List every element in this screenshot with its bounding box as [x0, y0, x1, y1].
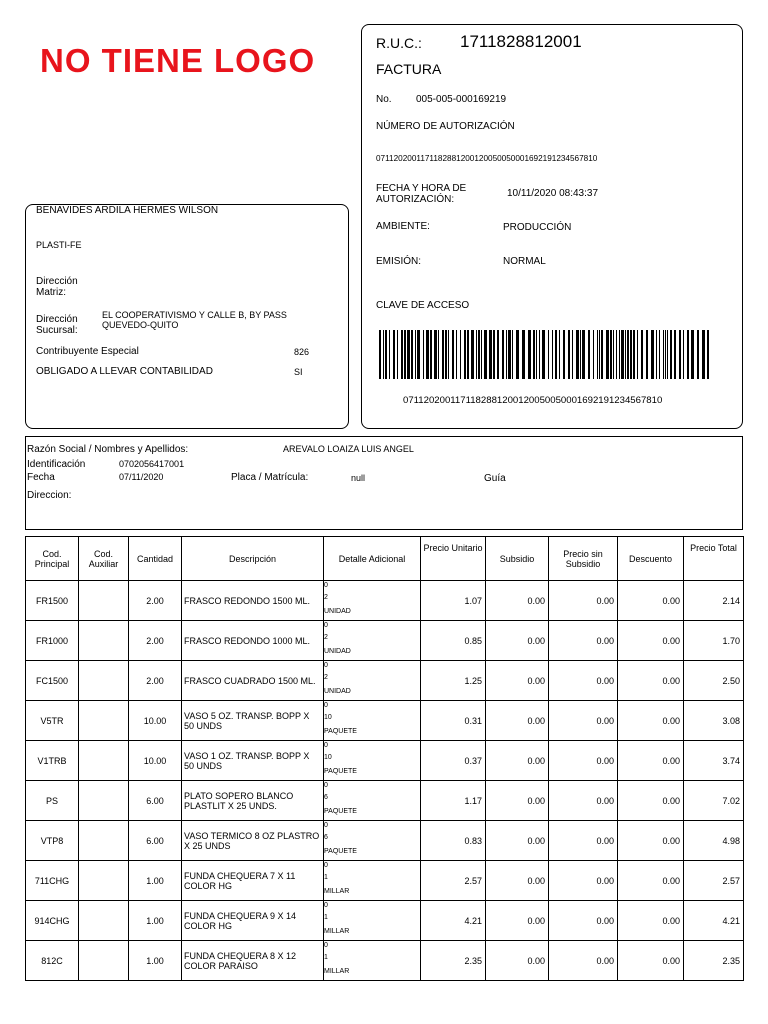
item-price-without-subsidy: 0.00 [549, 901, 618, 941]
header-additional-detail: Detalle Adicional [324, 537, 421, 581]
item-detail-2: 2 [324, 634, 328, 641]
header-price-without-subsidy-line2: Subsidio [565, 558, 601, 569]
table-row [26, 941, 744, 981]
item-detail-unit: MILLAR [324, 888, 350, 895]
item-detail-1: 0 [324, 782, 328, 789]
item-unit-price: 1.25 [421, 661, 486, 701]
item-code: FR1500 [26, 581, 79, 621]
item-description-line1: PLATO SOPERO BLANCO [184, 790, 294, 801]
header-cod-auxiliar-line1: Cod. [93, 548, 113, 559]
item-total: 2.57 [684, 861, 744, 901]
item-subsidy: 0.00 [486, 861, 549, 901]
main-address-label-line2: Matriz: [36, 287, 66, 298]
item-detail-unit: MILLAR [324, 968, 350, 975]
item-code: 711CHG [26, 861, 79, 901]
authorization-date-label-line2: AUTORIZACIÓN: [376, 194, 455, 205]
item-aux-code [79, 941, 129, 981]
item-description-line2: COLOR HG [184, 920, 233, 931]
header-price-without-subsidy-line1: Precio sin [563, 548, 603, 559]
item-unit-price: 0.83 [421, 821, 486, 861]
item-discount: 0.00 [618, 821, 684, 861]
item-detail-1: 0 [324, 582, 328, 589]
item-price-without-subsidy: 0.00 [549, 701, 618, 741]
item-discount: 0.00 [618, 781, 684, 821]
item-total: 4.98 [684, 821, 744, 861]
item-detail-2: 6 [324, 834, 328, 841]
plate-label: Placa / Matrícula: [231, 472, 309, 483]
item-detail-unit: PAQUETE [324, 808, 357, 815]
header-price-without-subsidy [549, 537, 618, 581]
header-cod-principal-line2: Principal [34, 558, 70, 569]
item-description-line2: 50 UNDS [184, 720, 223, 731]
item-subsidy: 0.00 [486, 821, 549, 861]
emission-label: EMISIÓN: [376, 256, 422, 267]
customer-id-label: Identificación [27, 459, 86, 470]
item-description [182, 741, 324, 781]
item-description [182, 941, 324, 981]
table-row [26, 821, 744, 861]
item-additional-detail [324, 941, 421, 981]
table-row [26, 621, 744, 661]
item-price-without-subsidy: 0.00 [549, 581, 618, 621]
item-detail-unit: PAQUETE [324, 768, 357, 775]
item-total: 3.08 [684, 701, 744, 741]
special-taxpayer-label: Contribuyente Especial [36, 346, 139, 357]
item-description-line1: FRASCO REDONDO 1000 ML. [184, 635, 311, 646]
item-unit-price: 1.07 [421, 581, 486, 621]
invoice-number: 005-005-000169219 [416, 94, 507, 105]
access-key-value: 0711202001171182881200120050050001692191234567810 [403, 395, 663, 406]
item-price-without-subsidy: 0.00 [549, 941, 618, 981]
item-detail-unit: UNIDAD [324, 688, 351, 695]
item-quantity: 6.00 [129, 821, 182, 861]
header-total-price: Precio Total [684, 537, 744, 581]
item-aux-code [79, 581, 129, 621]
authorization-date-label-line1: FECHA Y HORA DE [376, 183, 467, 194]
branch-address-line1: EL COOPERATIVISMO Y CALLE B, BY PASS [102, 310, 287, 320]
item-detail-1: 0 [324, 902, 328, 909]
item-unit-price: 0.31 [421, 701, 486, 741]
item-detail-2: 2 [324, 674, 328, 681]
table-row [26, 781, 744, 821]
item-price-without-subsidy: 0.00 [549, 661, 618, 701]
header-cod-principal-line1: Cod. [42, 548, 62, 559]
item-quantity: 10.00 [129, 741, 182, 781]
item-description-line1: VASO 1 OZ. TRANSP. BOPP X [184, 750, 310, 761]
authorization-date: 10/11/2020 08:43:37 [507, 188, 599, 199]
item-description [182, 901, 324, 941]
table-row [26, 661, 744, 701]
item-total: 2.50 [684, 661, 744, 701]
item-unit-price: 0.85 [421, 621, 486, 661]
item-detail-2: 1 [324, 874, 328, 881]
item-unit-price: 2.35 [421, 941, 486, 981]
header-unit-price: Precio Unitario [421, 537, 486, 581]
authorization-number: 0711202001171182881200120050050001692191234567810 [376, 154, 598, 163]
header-cod-principal [26, 537, 79, 581]
item-description [182, 621, 324, 661]
item-description [182, 861, 324, 901]
issue-date: 07/11/2020 [119, 472, 164, 482]
header-cod-auxiliar-line2: Auxiliar [88, 558, 119, 569]
item-discount: 0.00 [618, 621, 684, 661]
main-address-label [36, 276, 78, 298]
item-code: FC1500 [26, 661, 79, 701]
main-address-label-line1: Dirección [36, 276, 78, 287]
customer-name: AREVALO LOAIZA LUIS ANGEL [283, 444, 414, 454]
header-quantity: Cantidad [129, 537, 182, 581]
item-aux-code [79, 621, 129, 661]
access-key-barcode [379, 330, 712, 379]
item-detail-2: 1 [324, 954, 328, 961]
item-quantity: 1.00 [129, 861, 182, 901]
item-aux-code [79, 661, 129, 701]
item-aux-code [79, 741, 129, 781]
item-price-without-subsidy: 0.00 [549, 861, 618, 901]
ruc-label: R.U.C.: [376, 35, 422, 51]
environment-value: PRODUCCIÓN [503, 222, 572, 233]
item-detail-1: 0 [324, 702, 328, 709]
item-additional-detail [324, 861, 421, 901]
item-detail-2: 10 [324, 714, 332, 721]
item-detail-2: 1 [324, 914, 328, 921]
item-total: 3.74 [684, 741, 744, 781]
item-description-line1: VASO 5 OZ. TRANSP. BOPP X [184, 710, 310, 721]
item-description-line1: VASO TERMICO 8 OZ PLASTRO [184, 830, 320, 841]
authorization-date-label [376, 183, 466, 205]
item-discount: 0.00 [618, 741, 684, 781]
item-price-without-subsidy: 0.00 [549, 741, 618, 781]
item-description-line2: COLOR PARAISO [184, 960, 258, 971]
item-code: VTP8 [26, 821, 79, 861]
item-subsidy: 0.00 [486, 741, 549, 781]
item-aux-code [79, 861, 129, 901]
item-code: 914CHG [26, 901, 79, 941]
item-quantity: 10.00 [129, 701, 182, 741]
item-description-line1: FRASCO CUADRADO 1500 ML. [184, 675, 316, 686]
item-aux-code [79, 781, 129, 821]
item-description-line1: FUNDA CHEQUERA 7 X 11 [184, 870, 296, 881]
item-unit-price: 4.21 [421, 901, 486, 941]
item-detail-1: 0 [324, 822, 328, 829]
item-detail-2: 6 [324, 794, 328, 801]
item-description [182, 821, 324, 861]
item-subsidy: 0.00 [486, 661, 549, 701]
logo-placeholder-text: NO TIENE LOGO [40, 42, 316, 79]
item-detail-1: 0 [324, 942, 328, 949]
item-discount: 0.00 [618, 941, 684, 981]
item-description-line2: X 25 UNDS [184, 840, 231, 851]
plate-value: null [351, 473, 366, 483]
item-additional-detail [324, 621, 421, 661]
item-additional-detail [324, 581, 421, 621]
item-discount: 0.00 [618, 581, 684, 621]
item-description-line1: FUNDA CHEQUERA 9 X 14 [184, 910, 297, 921]
item-description [182, 701, 324, 741]
item-detail-unit: MILLAR [324, 928, 350, 935]
item-subsidy: 0.00 [486, 701, 549, 741]
item-detail-1: 0 [324, 662, 328, 669]
item-code: V5TR [26, 701, 79, 741]
customer-id: 0702056417001 [119, 459, 185, 469]
authorization-label: NÚMERO DE AUTORIZACIÓN [376, 121, 515, 132]
item-detail-2: 2 [324, 594, 328, 601]
item-subsidy: 0.00 [486, 901, 549, 941]
item-additional-detail [324, 901, 421, 941]
item-additional-detail [324, 781, 421, 821]
branch-address-label [36, 314, 78, 336]
item-detail-unit: PAQUETE [324, 848, 357, 855]
table-header-row [26, 537, 744, 581]
accounting-required-value: SI [294, 367, 303, 377]
header-description: Descripción [182, 537, 324, 581]
item-additional-detail [324, 701, 421, 741]
table-row [26, 741, 744, 781]
item-total: 2.35 [684, 941, 744, 981]
item-discount: 0.00 [618, 861, 684, 901]
item-detail-unit: UNIDAD [324, 648, 351, 655]
item-code: FR1000 [26, 621, 79, 661]
header-cod-auxiliar [79, 537, 129, 581]
item-aux-code [79, 901, 129, 941]
item-subsidy: 0.00 [486, 781, 549, 821]
item-detail-1: 0 [324, 622, 328, 629]
item-detail-1: 0 [324, 742, 328, 749]
branch-address [102, 310, 287, 330]
customer-address-label: Direccion: [27, 490, 72, 501]
ruc-value: 1711828812001 [460, 32, 582, 51]
item-quantity: 1.00 [129, 941, 182, 981]
branch-address-label-line2: Sucursal: [36, 325, 78, 336]
item-code: 812C [26, 941, 79, 981]
item-quantity: 6.00 [129, 781, 182, 821]
item-discount: 0.00 [618, 701, 684, 741]
branch-address-label-line1: Dirección [36, 314, 78, 325]
item-price-without-subsidy: 0.00 [549, 781, 618, 821]
special-taxpayer-value: 826 [294, 347, 310, 357]
item-unit-price: 0.37 [421, 741, 486, 781]
item-discount: 0.00 [618, 901, 684, 941]
table-row [26, 701, 744, 741]
item-unit-price: 1.17 [421, 781, 486, 821]
item-discount: 0.00 [618, 661, 684, 701]
item-detail-unit: PAQUETE [324, 728, 357, 735]
item-description [182, 581, 324, 621]
company-name: BENAVIDES ARDILA HERMES WILSON [36, 205, 219, 216]
item-code: V1TRB [26, 741, 79, 781]
item-quantity: 2.00 [129, 661, 182, 701]
item-total: 7.02 [684, 781, 744, 821]
item-quantity: 2.00 [129, 621, 182, 661]
item-aux-code [79, 821, 129, 861]
company-trade-name: PLASTI-FE [36, 240, 82, 250]
table-row [26, 581, 744, 621]
item-description-line2: COLOR HG [184, 880, 233, 891]
item-additional-detail [324, 661, 421, 701]
item-quantity: 2.00 [129, 581, 182, 621]
environment-label: AMBIENTE: [376, 221, 430, 232]
item-description [182, 661, 324, 701]
item-description-line2: PLASTLIT X 25 UNDS. [184, 800, 277, 811]
customer-name-label: Razón Social / Nombres y Apellidos: [27, 444, 189, 455]
item-total: 4.21 [684, 901, 744, 941]
item-additional-detail [324, 821, 421, 861]
branch-address-line2: QUEVEDO-QUITO [102, 320, 179, 330]
item-unit-price: 2.57 [421, 861, 486, 901]
item-description-line1: FRASCO REDONDO 1500 ML. [184, 595, 311, 606]
items-table [25, 536, 744, 981]
header-discount: Descuento [618, 537, 684, 581]
emission-value: NORMAL [503, 256, 546, 267]
table-row [26, 861, 744, 901]
header-subsidy: Subsidio [486, 537, 549, 581]
invoice-number-label: No. [376, 94, 392, 105]
item-detail-1: 0 [324, 862, 328, 869]
barcode-bar [709, 330, 712, 379]
guide-label: Guía [484, 473, 506, 484]
item-quantity: 1.00 [129, 901, 182, 941]
item-total: 2.14 [684, 581, 744, 621]
item-subsidy: 0.00 [486, 581, 549, 621]
item-price-without-subsidy: 0.00 [549, 621, 618, 661]
table-row [26, 901, 744, 941]
document-type: FACTURA [376, 61, 442, 77]
accounting-required-label: OBLIGADO A LLEVAR CONTABILIDAD [36, 366, 213, 377]
item-description-line2: 50 UNDS [184, 760, 223, 771]
item-detail-2: 10 [324, 754, 332, 761]
item-code: PS [26, 781, 79, 821]
item-description [182, 781, 324, 821]
item-price-without-subsidy: 0.00 [549, 821, 618, 861]
item-detail-unit: UNIDAD [324, 608, 351, 615]
item-description-line1: FUNDA CHEQUERA 8 X 12 [184, 950, 297, 961]
item-additional-detail [324, 741, 421, 781]
access-key-label: CLAVE DE ACCESO [376, 300, 470, 311]
item-subsidy: 0.00 [486, 621, 549, 661]
item-total: 1.70 [684, 621, 744, 661]
item-aux-code [79, 701, 129, 741]
item-subsidy: 0.00 [486, 941, 549, 981]
issue-date-label: Fecha [27, 472, 55, 483]
